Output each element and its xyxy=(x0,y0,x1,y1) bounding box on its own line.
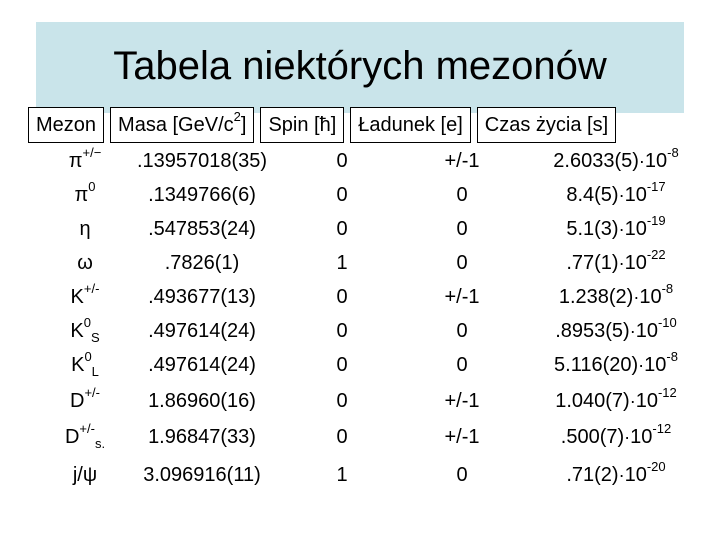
lifetime-cell xyxy=(526,315,706,343)
lifetime-exponent: -20 xyxy=(646,459,666,475)
table-row xyxy=(0,145,720,184)
mass-cell: .1349766(6) xyxy=(148,184,256,206)
header-mass xyxy=(110,107,254,143)
lifetime-exponent: -22 xyxy=(646,247,666,263)
header-spin-label: Spin [ħ] xyxy=(268,114,337,136)
lifetime-exponent: -17 xyxy=(646,179,666,195)
lifetime-cell xyxy=(526,349,706,377)
spin-cell: 0 xyxy=(336,354,348,376)
meson-symbol: ω xyxy=(77,252,93,274)
lifetime-mantissa: .500(7) xyxy=(560,426,625,448)
multiply-dot: · xyxy=(618,185,625,205)
mass-cell: 1.96847(33) xyxy=(148,426,256,448)
spin-cell: 1 xyxy=(336,252,348,274)
lifetime-cell xyxy=(526,421,706,449)
charge-cell: 0 xyxy=(456,464,468,486)
spin-cell: 0 xyxy=(336,218,348,240)
lifetime-base: 10 xyxy=(635,320,658,342)
lifetime-cell xyxy=(526,459,706,487)
meson-symbol: K xyxy=(71,354,85,376)
lifetime-cell xyxy=(526,247,706,275)
table-row xyxy=(0,459,720,498)
mass-cell: .497614(24) xyxy=(148,354,256,376)
lifetime-mantissa: 2.6033(5) xyxy=(553,150,639,172)
meson-symbol: π xyxy=(74,184,89,206)
meson-symbol: j/ψ xyxy=(72,464,98,486)
lifetime-mantissa: .71(2) xyxy=(566,464,619,486)
meson-symbol: D xyxy=(64,426,80,448)
header-meson xyxy=(28,107,104,143)
lifetime-cell xyxy=(526,213,706,241)
mass-cell: .7826(1) xyxy=(164,252,240,274)
charge-cell: +/-1 xyxy=(444,286,480,308)
lifetime-mantissa: .77(1) xyxy=(566,252,619,274)
spin-cell: 1 xyxy=(336,464,348,486)
lifetime-exponent: -8 xyxy=(661,281,674,297)
lifetime-base: 10 xyxy=(624,184,647,206)
table-row xyxy=(0,385,720,424)
header-mass-close: ] xyxy=(240,114,247,136)
meson-superscript: +/- xyxy=(84,385,100,401)
title-banner xyxy=(36,22,684,113)
charge-cell: 0 xyxy=(456,252,468,274)
lifetime-base: 10 xyxy=(624,464,647,486)
header-charge-label: Ładunek [e] xyxy=(358,114,463,136)
lifetime-base: 10 xyxy=(624,218,647,240)
mass-cell: 1.86960(16) xyxy=(148,390,256,412)
table-header xyxy=(28,107,616,143)
charge-cell: 0 xyxy=(456,320,468,342)
multiply-dot: · xyxy=(629,391,636,411)
lifetime-base: 10 xyxy=(644,150,668,172)
lifetime-mantissa: 5.116(20) xyxy=(554,354,639,376)
meson-superscript: 0 xyxy=(83,315,91,331)
meson-superscript: +/- xyxy=(79,421,95,437)
charge-cell: 0 xyxy=(456,218,468,240)
spin-cell: 0 xyxy=(336,150,348,172)
lifetime-mantissa: .8953(5) xyxy=(555,320,630,342)
lifetime-cell xyxy=(526,145,706,173)
multiply-dot: · xyxy=(633,287,640,307)
meson-superscript: 0 xyxy=(84,349,92,365)
lifetime-exponent: -8 xyxy=(666,349,678,365)
meson-superscript: +/- xyxy=(83,281,100,297)
charge-cell: 0 xyxy=(456,354,468,376)
table-row xyxy=(0,247,720,286)
charge-cell: +/-1 xyxy=(444,150,480,172)
multiply-dot: · xyxy=(638,355,645,375)
lifetime-base: 10 xyxy=(630,426,653,448)
lifetime-base: 10 xyxy=(644,354,667,376)
lifetime-exponent: -10 xyxy=(657,315,677,331)
lifetime-exponent: -19 xyxy=(646,213,666,229)
charge-cell: 0 xyxy=(456,184,468,206)
table-row xyxy=(0,281,720,320)
lifetime-cell xyxy=(526,179,706,207)
lifetime-mantissa: 8.4(5) xyxy=(566,184,619,206)
multiply-dot: · xyxy=(618,465,625,485)
lifetime-cell xyxy=(526,385,706,413)
meson-superscript: 0 xyxy=(88,179,96,195)
mass-cell: .547853(24) xyxy=(148,218,256,240)
lifetime-exponent: -8 xyxy=(667,145,679,161)
lifetime-base: 10 xyxy=(639,286,662,308)
spin-cell: 0 xyxy=(336,184,348,206)
charge-cell: +/-1 xyxy=(444,390,480,412)
meson-symbol: D xyxy=(70,390,85,412)
meson-symbol: K xyxy=(70,286,84,308)
lifetime-exponent: -12 xyxy=(652,421,672,437)
mass-cell: .13957018(35) xyxy=(136,150,268,172)
header-meson-label: Mezon xyxy=(36,114,97,136)
spin-cell: 0 xyxy=(336,320,348,342)
spin-cell: 0 xyxy=(336,286,348,308)
header-mass-label: Masa [GeV/c xyxy=(118,114,234,136)
table-row xyxy=(0,421,720,460)
lifetime-mantissa: 1.238(2) xyxy=(558,286,634,308)
lifetime-cell xyxy=(526,281,706,309)
meson-superscript: +/− xyxy=(82,145,102,161)
slide-title: Tabela niektórych mezonów xyxy=(113,44,607,88)
meson-subscript: s. xyxy=(94,436,106,451)
header-lifetime-label: Czas życia [s] xyxy=(484,114,609,136)
lifetime-mantissa: 5.1(3) xyxy=(566,218,619,240)
spin-cell: 0 xyxy=(336,390,348,412)
spin-cell: 0 xyxy=(336,426,348,448)
lifetime-mantissa: 1.040(7) xyxy=(555,390,630,412)
header-mass-exponent: 2 xyxy=(233,109,241,125)
meson-symbol: η xyxy=(79,218,91,240)
multiply-dot: · xyxy=(629,321,636,341)
header-charge xyxy=(350,107,471,143)
table-row xyxy=(0,179,720,218)
table-row xyxy=(0,213,720,252)
meson-symbol: K xyxy=(70,320,84,342)
multiply-dot: · xyxy=(618,219,625,239)
header-lifetime xyxy=(477,107,616,143)
multiply-dot: · xyxy=(618,253,625,273)
lifetime-base: 10 xyxy=(635,390,658,412)
mass-cell: .497614(24) xyxy=(148,320,256,342)
table-row xyxy=(0,349,720,388)
multiply-dot: · xyxy=(624,427,631,447)
mass-cell: .493677(13) xyxy=(148,286,256,308)
meson-symbol: π xyxy=(68,150,83,172)
table-row xyxy=(0,315,720,354)
mass-cell: 3.096916(11) xyxy=(143,464,261,486)
meson-subscript: S xyxy=(90,330,100,345)
lifetime-exponent: -12 xyxy=(657,385,677,401)
meson-subscript: L xyxy=(91,364,99,379)
charge-cell: +/-1 xyxy=(444,426,480,448)
multiply-dot: · xyxy=(638,151,645,171)
header-spin xyxy=(260,107,344,143)
lifetime-base: 10 xyxy=(624,252,647,274)
